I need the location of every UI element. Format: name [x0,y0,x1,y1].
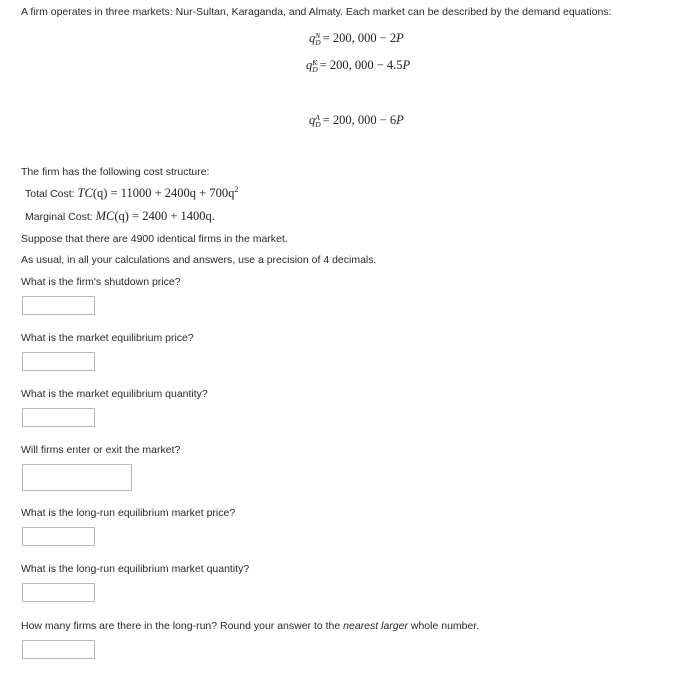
precision-note: As usual, in all your calculations and answers, use a precision of 4 decimals. [21,254,377,266]
question-long-run-price: What is the long-run equilibrium market price? [21,507,236,519]
question-enter-or-exit: Will firms enter or exit the market? [21,444,181,456]
answer-input-market-equilibrium-quantity[interactable] [22,408,95,427]
question-long-run-quantity: What is the long-run equilibrium market quantity? [21,563,250,575]
total-cost-line: Total Cost: $TC(q) = 11000 + 2400q + 700q^2$ [25,185,239,201]
marginal-cost-line: Marginal Cost: MC(q) = 2400 + 1400q. [25,209,215,223]
question-long-run-firm-count: How many firms are there in the long-run? Round your answer to the nearest larger whole number. [21,620,480,632]
answer-input-long-run-quantity[interactable] [22,583,95,602]
answer-select-enter-or-exit[interactable] [22,464,132,491]
cost-structure-intro: The firm has the following cost structure: [21,166,210,178]
question-market-equilibrium-quantity: What is the market equilibrium quantity? [21,388,208,400]
firms-note: Suppose that there are 4900 identical firms in the market. [21,233,288,245]
demand-equation-karaganda: qK D = 200, 000 − 4.5P [306,58,411,75]
problem-intro: A firm operates in three markets: Nur-Sultan, Karaganda, and Almaty. Each market can be described by the demand equations: [21,6,612,18]
answer-input-long-run-price[interactable] [22,527,95,546]
question-market-equilibrium-price: What is the market equilibrium price? [21,332,194,344]
answer-input-long-run-firm-count[interactable] [22,640,95,659]
answer-input-market-equilibrium-price[interactable] [22,352,95,371]
demand-equation-nur-sultan: qN D = 200, 000 − 2P [309,31,404,48]
question-shutdown-price: What is the firm's shutdown price? [21,276,181,288]
answer-input-shutdown-price[interactable] [22,296,95,315]
demand-equation-almaty: qA D = 200, 000 − 6P [309,113,404,130]
